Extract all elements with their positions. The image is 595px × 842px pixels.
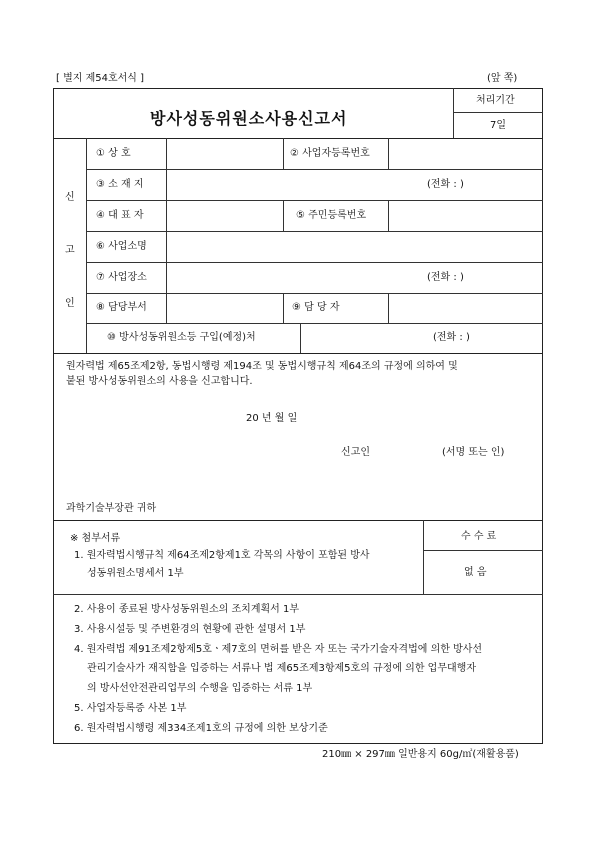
reporter-label: 신고인 <box>341 447 370 458</box>
business-office-field[interactable] <box>168 234 540 260</box>
page-side-label: (앞 쪽) <box>487 73 518 84</box>
attachment-item-4b: 관리기술사가 재직함을 입증하는 서류나 법 제65조제3항제5호의 규정에 의한 업무대행자 <box>87 663 476 674</box>
person-in-charge-field[interactable] <box>390 296 540 321</box>
statement-line-2: 붙된 방사성동위원소의 사용을 신고합니다. <box>66 376 253 387</box>
place-phone: (전화 : ) <box>427 272 464 283</box>
place-of-business-label: ⑦ 사업장소 <box>96 272 147 283</box>
form-number: [ 별지 제54호서식 ] <box>56 73 145 84</box>
address-field[interactable] <box>168 172 418 198</box>
business-reg-no-field[interactable] <box>390 141 540 167</box>
business-reg-no-label: ② 사업자등록번호 <box>290 148 370 159</box>
attachment-item-4a: 4. 원자력법 제91조제2항제5호ㆍ제7호의 면허를 받은 자 또는 국가기술자격법에 의한 방사선 <box>74 644 483 655</box>
person-in-charge-label: ⑨ 담 당 자 <box>292 302 340 313</box>
attachment-item-6: 6. 원자력법시행령 제334조제1호의 규정에 의한 보상기준 <box>74 723 328 734</box>
fee-value: 없 음 <box>464 567 487 578</box>
purchase-phone: (전화 : ) <box>433 332 470 343</box>
paper-spec-footer: 210㎜ × 297㎜ 일반용지 60g/㎡(재활용품) <box>322 749 519 760</box>
fee-label: 수 수 료 <box>461 531 497 542</box>
resident-reg-no-field[interactable] <box>390 203 540 229</box>
representative-label: ④ 대 표 자 <box>96 210 144 221</box>
form-title: 방사성동위원소사용신고서 <box>150 109 348 128</box>
attachment-item-4c: 의 방사선안전관리업무의 수행을 입증하는 서류 1부 <box>87 683 313 694</box>
report-date: 20 년 월 일 <box>246 413 298 424</box>
attachments-heading: ※ 첨부서류 <box>70 533 121 544</box>
resident-reg-no-label: ⑤ 주민등록번호 <box>296 210 367 221</box>
representative-field[interactable] <box>168 203 281 229</box>
processing-period-value: 7일 <box>490 120 507 131</box>
addressee: 과학기술부장관 귀하 <box>66 503 157 514</box>
statement-line-1: 원자력법 제65조제2항, 동법시행령 제194조 및 동법시행규칙 제64조의 규정에 의하여 및 <box>66 361 458 372</box>
attachment-item-5: 5. 사업자등록증 사본 1부 <box>74 703 187 714</box>
attachment-item-1a: 1. 원자력법시행규칙 제64조제2항제1호 각목의 사항이 포함된 방사 <box>74 550 370 561</box>
applicant-char-2: 고 <box>65 245 75 256</box>
department-field[interactable] <box>168 296 281 321</box>
processing-period-label: 처리기간 <box>476 95 515 106</box>
purchase-source-field[interactable] <box>302 326 422 351</box>
company-name-field[interactable] <box>168 141 281 167</box>
company-name-label: ① 상 호 <box>96 148 131 159</box>
business-office-label: ⑥ 사업소명 <box>96 241 147 252</box>
place-of-business-field[interactable] <box>168 265 418 291</box>
purchase-source-label: ⑩ 방사성동위원소등 구입(예정)처 <box>107 332 256 343</box>
signature-label: (서명 또는 인) <box>442 447 505 458</box>
applicant-char-1: 신 <box>65 192 75 203</box>
attachment-item-3: 3. 사용시설등 및 주변환경의 현황에 관한 설명서 1부 <box>74 624 306 635</box>
attachment-item-2: 2. 사용이 종료된 방사성동위원소의 조치계획서 1부 <box>74 604 299 615</box>
department-label: ⑧ 담당부서 <box>96 302 147 313</box>
applicant-char-3: 인 <box>65 298 75 309</box>
address-label: ③ 소 재 지 <box>96 179 144 190</box>
attachment-item-1b: 성동위원소명세서 1부 <box>87 568 184 579</box>
address-phone: (전화 : ) <box>427 179 464 190</box>
